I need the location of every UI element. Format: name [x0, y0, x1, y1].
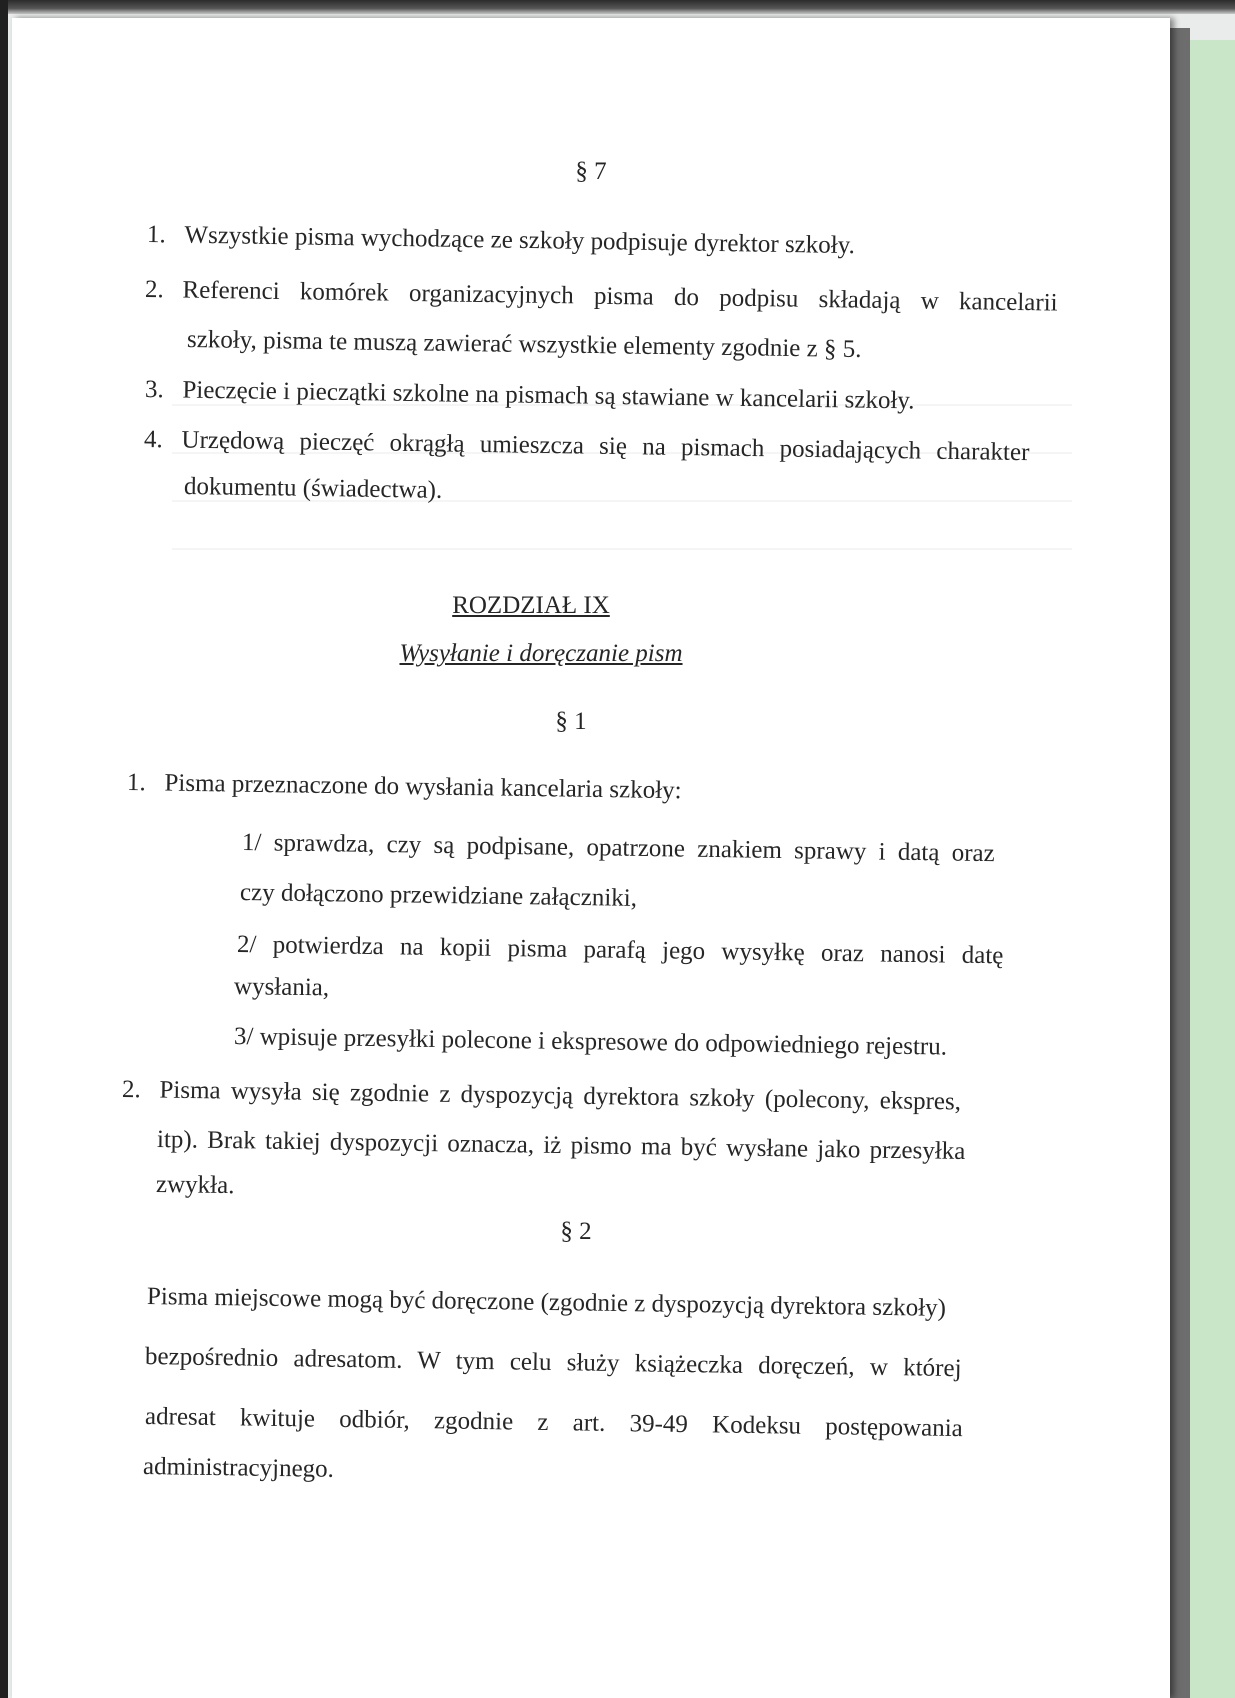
- s1-sub-1-line-2: czy dołączono przewidziane załączniki,: [239, 879, 638, 912]
- s2-line-4: administracyjnego.: [142, 1453, 335, 1483]
- s7-item-3-number: 3.: [144, 376, 164, 404]
- s1-item-1-text: Pisma przeznaczone do wysłania kancelaria szkoły:: [164, 769, 682, 805]
- s7-item-4-number: 4.: [143, 426, 163, 454]
- s1-sub-1-line-1: 1/ sprawdza, czy są podpisane, opatrzone znakiem sprawy i datą oraz: [241, 829, 995, 868]
- s1-item-2-line-2: itp). Brak takiej dyspozycji oznacza, iż pismo ma być wysłane jako przesyłka: [156, 1126, 966, 1165]
- s1-item-2-line-1: Pisma wysyła się zgodnie z dyspozycją dyrektora szkoły (polecony, ekspres,: [159, 1076, 962, 1116]
- s7-item-2-line-2: szkoły, pisma te muszą zawierać wszystkie elementy zgodnie z § 5.: [186, 326, 862, 364]
- section-1-heading: § 1: [555, 708, 587, 735]
- s1-sub-3: 3/ wpisuje przesyłki polecone i ekspresowe do odpowiedniego rejestru.: [233, 1023, 948, 1061]
- s1-item-1: [127, 766, 682, 808]
- chapter-title-text: ROZDZIAŁ IX: [452, 592, 610, 619]
- s2-line-3: adresat kwituje odbiór, zgodnie z art. 39-49 Kodeksu postępowania: [144, 1403, 963, 1443]
- chapter-subtitle: [0, 640, 1120, 668]
- s1-item-1-number: 1.: [126, 769, 146, 797]
- s2-line-1: Pisma miejscowe mogą być doręczone (zgodnie z dyspozycją dyrektora szkoły): [146, 1283, 947, 1322]
- s7-item-3-text: Pieczęcie i pieczątki szkolne na pismach są stawiane w kancelarii szkoły.: [182, 376, 915, 415]
- s1-item-2-line-3: zwykła.: [155, 1171, 235, 1200]
- s7-item-1-number: 1.: [146, 221, 166, 249]
- s7-item-4-line-1: Urzędową pieczęć okrągłą umieszcza się na pismach posiadających charakter: [181, 426, 1030, 467]
- section-7-heading: § 7: [575, 158, 607, 185]
- s7-item-2-line-1: Referenci komórek organizacyjnych pisma do podpisu składają w kancelarii: [182, 276, 1058, 317]
- chapter-title: [0, 592, 1110, 620]
- scan-top-edge: [0, 0, 1235, 14]
- s1-item-2-number: 2.: [121, 1076, 141, 1104]
- s7-item-4-line-2: dokumentu (świadectwa).: [183, 473, 443, 504]
- scan-left-edge: [0, 0, 8, 1698]
- s1-sub-2-line-2: wysłania,: [233, 973, 330, 1002]
- s1-sub-2-line-1: 2/ potwierdza na kopii pisma parafą jego wysyłkę oraz nanosi datę: [236, 931, 1004, 970]
- document-page: [12, 18, 1170, 1698]
- s2-line-2: bezpośrednio adresatom. W tym celu służy książeczka doręczeń, w której: [144, 1343, 962, 1383]
- chapter-subtitle-text: Wysyłanie i doręczanie pism: [399, 640, 683, 667]
- section-2-heading: § 2: [560, 1218, 592, 1245]
- s1-item-2: [122, 1073, 961, 1119]
- s7-item-2: [145, 273, 1058, 321]
- s7-item-1-text: Wszystkie pisma wychodzące ze szkoły podpisuje dyrektor szkoły.: [184, 221, 856, 260]
- s7-item-1: [147, 218, 855, 263]
- s7-item-2-number: 2.: [144, 276, 164, 304]
